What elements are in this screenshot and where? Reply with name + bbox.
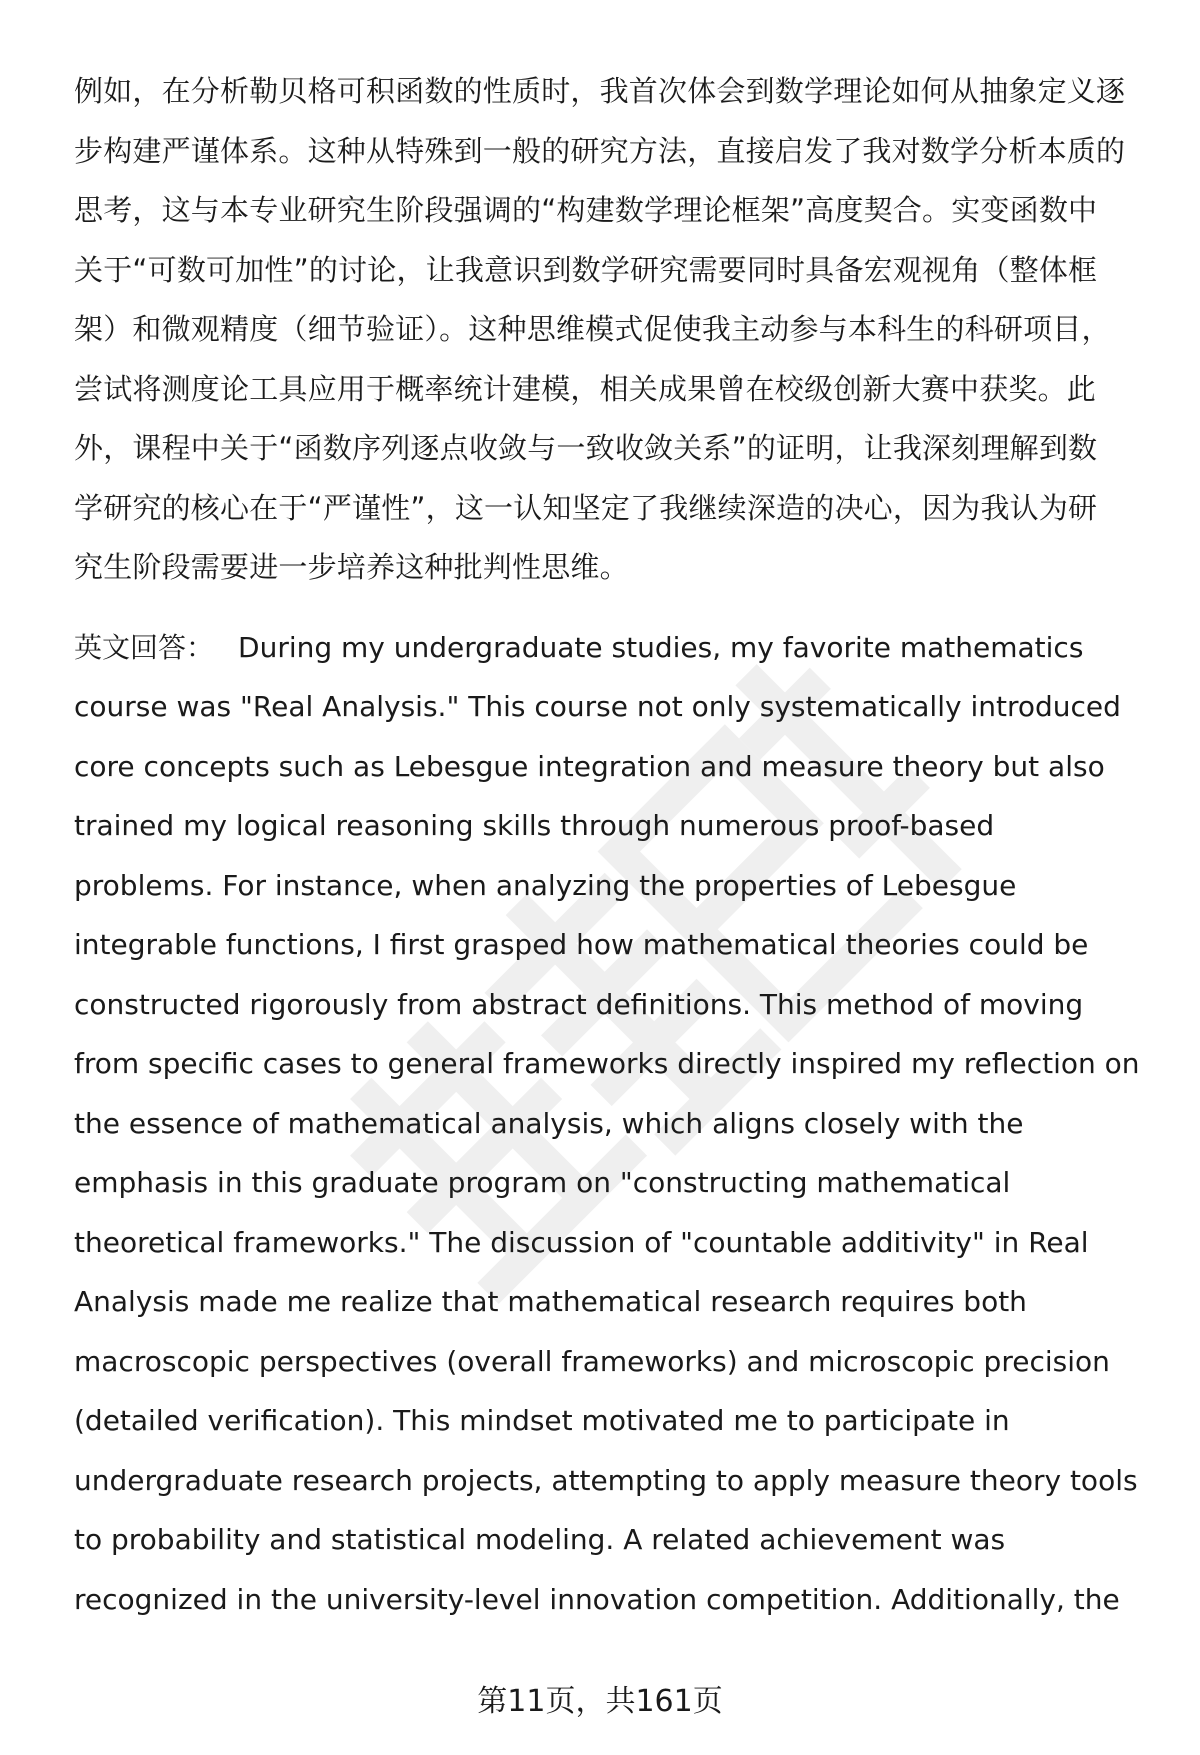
text-line: emphasis in this graduate program on "constructing mathematical bbox=[74, 1166, 1011, 1199]
text-line: integrable functions, I first grasped how mathematical theories could be bbox=[74, 928, 1089, 961]
main-content bbox=[74, 62, 1140, 1629]
text-line bbox=[74, 618, 1134, 678]
text-line: from specific cases to general frameworks directly inspired my reflection on bbox=[74, 1047, 1140, 1080]
text-line: 架）和微观精度（细节验证）。这种思维模式促使我主动参与本科生的科研项目， bbox=[74, 312, 1111, 346]
text-line: 例如，在分析勒贝格可积函数的性质时，我首次体会到数学理论如何从抽象定义逐 bbox=[74, 74, 1126, 108]
text-line: 关于“可数可加性”的讨论，让我意识到数学研究需要同时具备宏观视角（整体框 bbox=[74, 252, 1098, 287]
text-line: undergraduate research projects, attempting to apply measure theory tools bbox=[74, 1463, 1138, 1497]
chinese-answer-paragraph bbox=[74, 62, 1134, 598]
text-line: the essence of mathematical analysis, which aligns closely with the bbox=[74, 1106, 1024, 1140]
english-answer-label: 英文回答： bbox=[74, 630, 215, 664]
text-line: recognized in the university-level innovation competition. Additionally, the bbox=[74, 1582, 1120, 1616]
text-line: 学研究的核心在于“严谨性”，这一认知坚定了我继续深造的决心，因为我认为研 bbox=[74, 490, 1098, 525]
page-number-footer: 第11页，共161页 bbox=[477, 1684, 723, 1719]
text-line: 步构建严谨体系。这种从特殊到一般的研究方法，直接启发了我对数学分析本质的 bbox=[74, 133, 1126, 168]
text-line: problems. For instance, when analyzing the properties of Lebesgue bbox=[74, 868, 1017, 902]
text-line: 外，课程中关于“函数序列逐点收敛与一致收敛关系”的证明，让我深刻理解到数 bbox=[74, 431, 1098, 465]
text-line: Analysis made me realize that mathematical research requires both bbox=[74, 1285, 1027, 1318]
text-line: theoretical frameworks." The discussion of "countable additivity" in Real bbox=[74, 1225, 1089, 1259]
text-line: to probability and statistical modeling. A related achievement was bbox=[74, 1523, 1006, 1556]
text-line: macroscopic perspectives (overall frameworks) and microscopic precision bbox=[74, 1344, 1110, 1378]
text-line: (detailed verification). This mindset motivated me to participate in bbox=[74, 1404, 1010, 1437]
text-line: 尝试将测度论工具应用于概率统计建模，相关成果曾在校级创新大赛中获奖。此 bbox=[74, 371, 1097, 406]
text-line: 究生阶段需要进一步培养这种批判性思维。 bbox=[74, 550, 629, 584]
text-line: 思考，这与本专业研究生阶段强调的“构建数学理论框架”高度契合。实变函数中 bbox=[74, 193, 1098, 227]
english-answer-paragraph bbox=[74, 618, 1140, 1630]
text-line: constructed rigorously from abstract definitions. This method of moving bbox=[74, 987, 1084, 1021]
text-line-content: During my undergraduate studies, my favorite mathematics bbox=[238, 630, 1084, 664]
text-line: core concepts such as Lebesgue integration and measure theory but also bbox=[74, 749, 1105, 783]
text-line: trained my logical reasoning skills through numerous proof-based bbox=[74, 809, 995, 842]
text-line: course was "Real Analysis." This course not only systematically introduced bbox=[74, 690, 1121, 723]
